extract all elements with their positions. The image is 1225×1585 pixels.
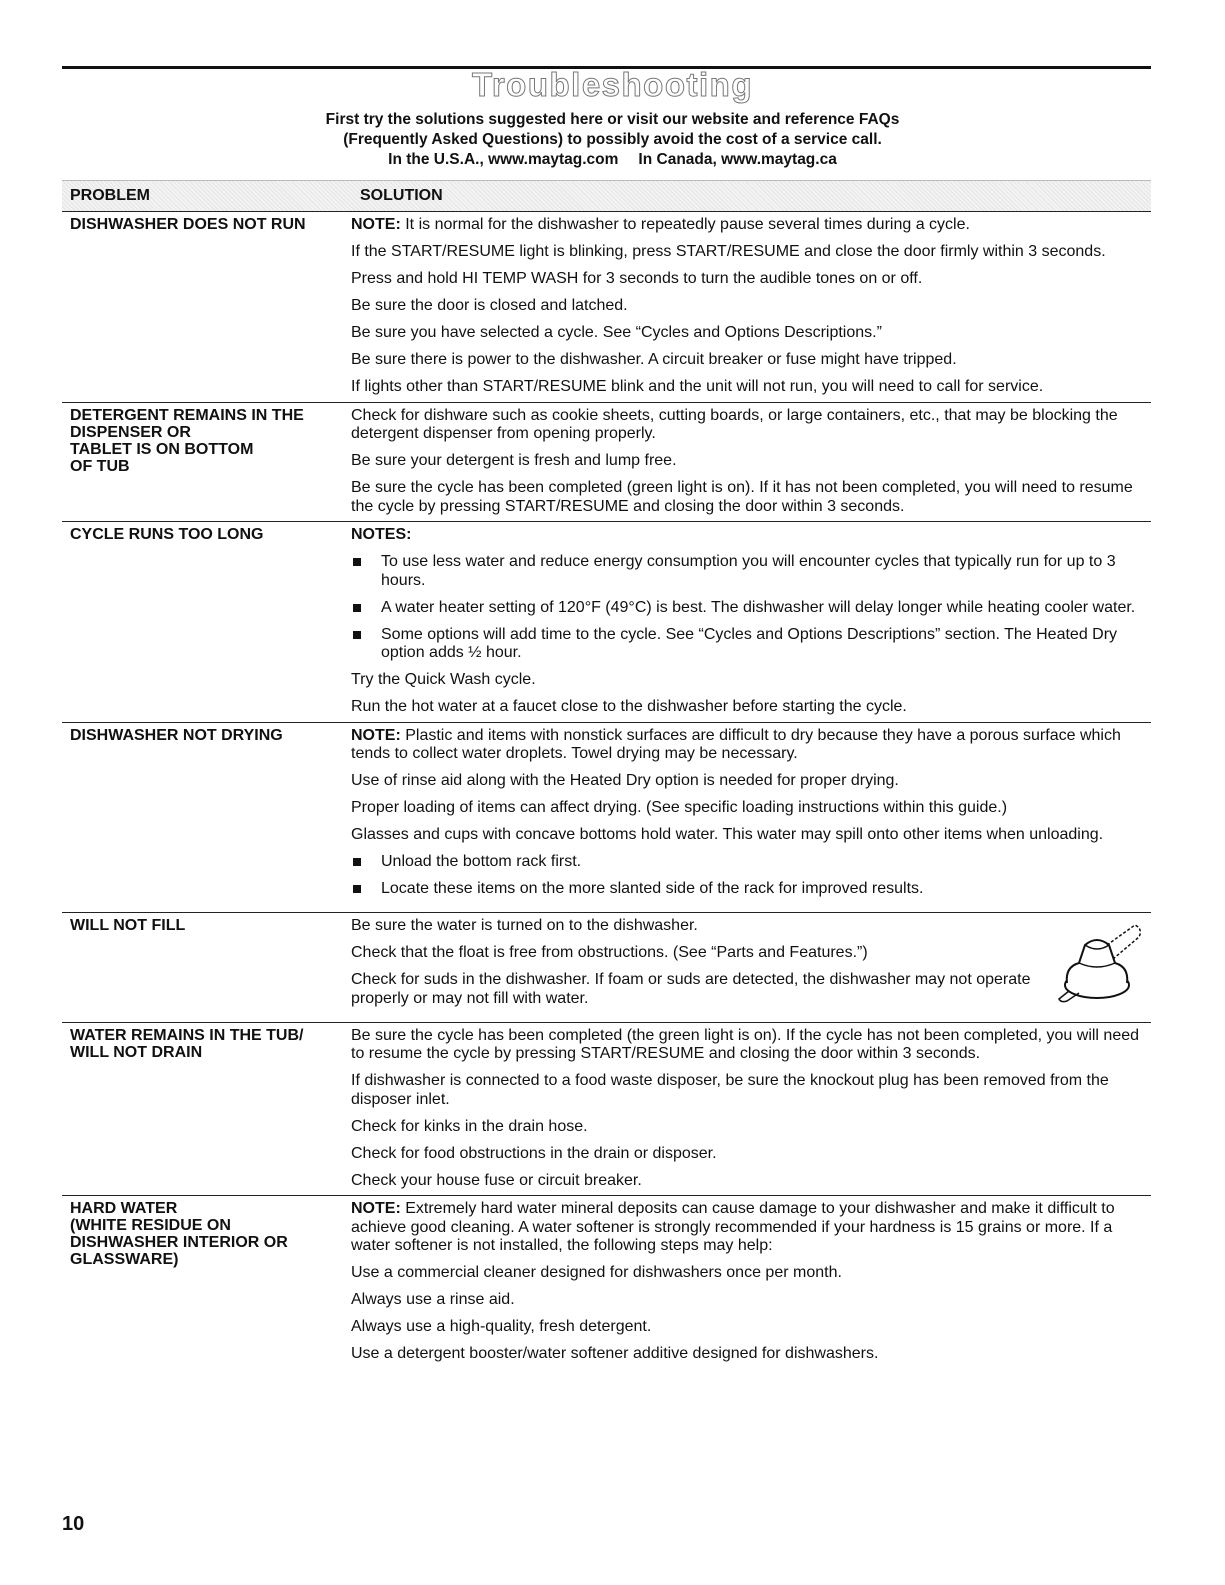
problem-line: HARD WATER xyxy=(70,1200,178,1217)
header-solution: SOLUTION xyxy=(360,187,443,204)
table-row xyxy=(62,211,1151,402)
solution-text: Be sure there is power to the dishwasher. A circuit breaker or fuse might have tripped. xyxy=(351,351,957,368)
problem-line: DETERGENT REMAINS IN THE xyxy=(70,406,304,424)
solution-text: Check for kinks in the drain hose. xyxy=(351,1117,588,1135)
problem-line: (WHITE RESIDUE ON xyxy=(70,1217,231,1234)
bullet-item xyxy=(351,553,1151,590)
intro-text xyxy=(0,110,1225,170)
solution-cell xyxy=(351,1200,1151,1364)
problem-line: GLASSWARE) xyxy=(70,1251,179,1268)
solution-text: Be sure the door is closed and latched. xyxy=(351,297,628,314)
bullet-item xyxy=(351,853,1151,872)
solution-text: If dishwasher is connected to a food waste disposer, be sure the knockout plug has been removed from the disposer inlet. xyxy=(351,1072,1109,1108)
bullet-square-icon xyxy=(353,604,361,612)
notes-heading xyxy=(351,526,1151,545)
troubleshooting-table xyxy=(62,180,1151,1369)
float-icon xyxy=(1057,923,1147,1005)
solution-text: Be sure your detergent is fresh and lump free. xyxy=(351,452,677,469)
problem-cell xyxy=(62,216,351,397)
table-row xyxy=(62,402,1151,522)
problem-cell xyxy=(62,727,351,908)
notes-heading-text: NOTES: xyxy=(351,526,412,543)
solution-text: Check that the float is free from obstructions. (See “Parts and Features.”) xyxy=(351,944,868,961)
problem-cell xyxy=(62,526,351,717)
problem-line: WATER REMAINS IN THE TUB/ xyxy=(70,1026,304,1044)
table-row xyxy=(62,521,1151,722)
bullet-text: A water heater setting of 120°F (49°C) is best. The dishwasher will delay longer while heating cooler water. xyxy=(381,598,1136,616)
intro-us-website: In the U.S.A., www.maytag.com xyxy=(388,151,619,168)
note-label: NOTE: xyxy=(351,216,401,233)
bullet-item xyxy=(351,599,1151,618)
page-number: 10 xyxy=(62,1513,85,1535)
solution-cell xyxy=(351,526,1151,717)
intro-line-1: First try the solutions suggested here or visit our website and reference FAQs xyxy=(325,111,900,128)
intro-line-2: (Frequently Asked Questions) to possibly avoid the cost of a service call. xyxy=(343,131,882,148)
solution-text: Run the hot water at a faucet close to the dishwasher before starting the cycle. xyxy=(351,698,907,715)
solution-cell xyxy=(351,216,1151,397)
problem-cell xyxy=(62,1200,351,1364)
note-text: Extremely hard water mineral deposits can cause damage to your dishwasher and make it difficult to achieve good cleaning. A water softener is strongly recommended if your hardness is 15 grains or more. If a water softener is not installed, the following steps may help: xyxy=(351,1200,1115,1254)
problem-line: WILL NOT FILL xyxy=(70,917,186,934)
note-text: Plastic and items with nonstick surfaces are difficult to dry because they have a porous surface which tends to collect water droplets. Towel drying may be necessary. xyxy=(351,726,1121,762)
solution-cell xyxy=(351,1027,1151,1191)
bullet-text: Some options will add time to the cycle. See “Cycles and Options Descriptions” section. The Heated Dry option adds ½ hour. xyxy=(381,625,1118,661)
solution-text: Use a detergent booster/water softener additive designed for dishwashers. xyxy=(351,1345,879,1362)
solution-cell xyxy=(351,917,1151,1017)
table-row xyxy=(62,722,1151,913)
solution-text: Use a commercial cleaner designed for dishwashers once per month. xyxy=(351,1264,842,1281)
solution-text: Proper loading of items can affect drying. (See specific loading instructions within this guide.) xyxy=(351,799,1008,816)
problem-line: WILL NOT DRAIN xyxy=(70,1043,203,1061)
bullet-item xyxy=(351,626,1151,663)
solution-text: If lights other than START/RESUME blink and the unit will not run, you will need to call for service. xyxy=(351,378,1044,395)
problem-line: CYCLE RUNS TOO LONG xyxy=(70,526,264,543)
bullet-square-icon xyxy=(353,858,361,866)
problem-cell xyxy=(62,407,351,517)
bullet-square-icon xyxy=(353,885,361,893)
solution-text: Check for dishware such as cookie sheets, cutting boards, or large containers, etc., that may be blocking the detergent dispenser from opening properly. xyxy=(351,406,1118,442)
solution-cell xyxy=(351,727,1151,908)
header-problem: PROBLEM xyxy=(70,187,150,204)
solution-text: Check for suds in the dishwasher. If foam or suds are detected, the dishwasher may not operate properly or may not fill with water. xyxy=(351,971,1031,1007)
solution-text: Check your house fuse or circuit breaker. xyxy=(351,1171,642,1189)
solution-text: Be sure the cycle has been completed (the green light is on). If the cycle has not been completed, you will need to resume the cycle by pressing START/RESUME and closing the door within 3 seconds. xyxy=(351,1026,1140,1062)
page-title: Troubleshooting xyxy=(472,66,753,103)
problem-line: DISHWASHER DOES NOT RUN xyxy=(70,216,306,233)
intro-line-3 xyxy=(0,150,1225,170)
problem-line: TABLET IS ON BOTTOM xyxy=(70,440,254,458)
problem-line: OF TUB xyxy=(70,457,130,475)
table-row xyxy=(62,912,1151,1022)
table-row xyxy=(62,1022,1151,1196)
bullet-item xyxy=(351,880,1151,899)
solution-cell xyxy=(351,407,1151,517)
problem-cell xyxy=(62,917,351,1017)
note-paragraph xyxy=(351,727,1151,764)
problem-line: DISHWASHER NOT DRYING xyxy=(70,726,283,744)
bullet-text: Unload the bottom rack first. xyxy=(381,853,582,870)
solution-text: Be sure the cycle has been completed (green light is on). If it has not been completed, you will need to resume the cycle by pressing START/RESUME and closing the door within 3 seconds. xyxy=(351,479,1133,515)
bullet-square-icon xyxy=(353,558,361,566)
table-header xyxy=(62,180,1151,211)
note-label: NOTE: xyxy=(351,1200,401,1217)
problem-cell xyxy=(62,1027,351,1191)
note-text: It is normal for the dishwasher to repeatedly pause several times during a cycle. xyxy=(400,216,970,233)
note-paragraph xyxy=(351,1200,1151,1256)
note-label: NOTE: xyxy=(351,726,401,744)
solution-text: Always use a rinse aid. xyxy=(351,1291,515,1308)
problem-line: DISPENSER OR xyxy=(70,423,191,441)
table-row xyxy=(62,1195,1151,1369)
table-body xyxy=(62,211,1151,1369)
bullet-square-icon xyxy=(353,631,361,639)
solution-text: Be sure you have selected a cycle. See “Cycles and Options Descriptions.” xyxy=(351,324,882,341)
bullet-text: To use less water and reduce energy consumption you will encounter cycles that typically run for up to 3 hours. xyxy=(381,553,1116,589)
problem-line: DISHWASHER INTERIOR OR xyxy=(70,1234,288,1251)
solution-text: Try the Quick Wash cycle. xyxy=(351,671,536,688)
solution-text: Check for food obstructions in the drain or disposer. xyxy=(351,1144,717,1162)
intro-canada-website: In Canada, www.maytag.ca xyxy=(638,151,837,168)
solution-text: Glasses and cups with concave bottoms hold water. This water may spill onto other items when unloading. xyxy=(351,826,1104,843)
solution-text: Press and hold HI TEMP WASH for 3 seconds to turn the audible tones on or off. xyxy=(351,270,923,287)
solution-text: Always use a high-quality, fresh detergent. xyxy=(351,1318,652,1335)
solution-text: Be sure the water is turned on to the dishwasher. xyxy=(351,917,698,934)
note-paragraph xyxy=(351,216,1151,235)
solution-text: Use of rinse aid along with the Heated Dry option is needed for proper drying. xyxy=(351,772,899,789)
solution-text: If the START/RESUME light is blinking, press START/RESUME and close the door firmly within 3 seconds. xyxy=(351,243,1106,260)
bullet-text: Locate these items on the more slanted side of the rack for improved results. xyxy=(381,880,924,897)
